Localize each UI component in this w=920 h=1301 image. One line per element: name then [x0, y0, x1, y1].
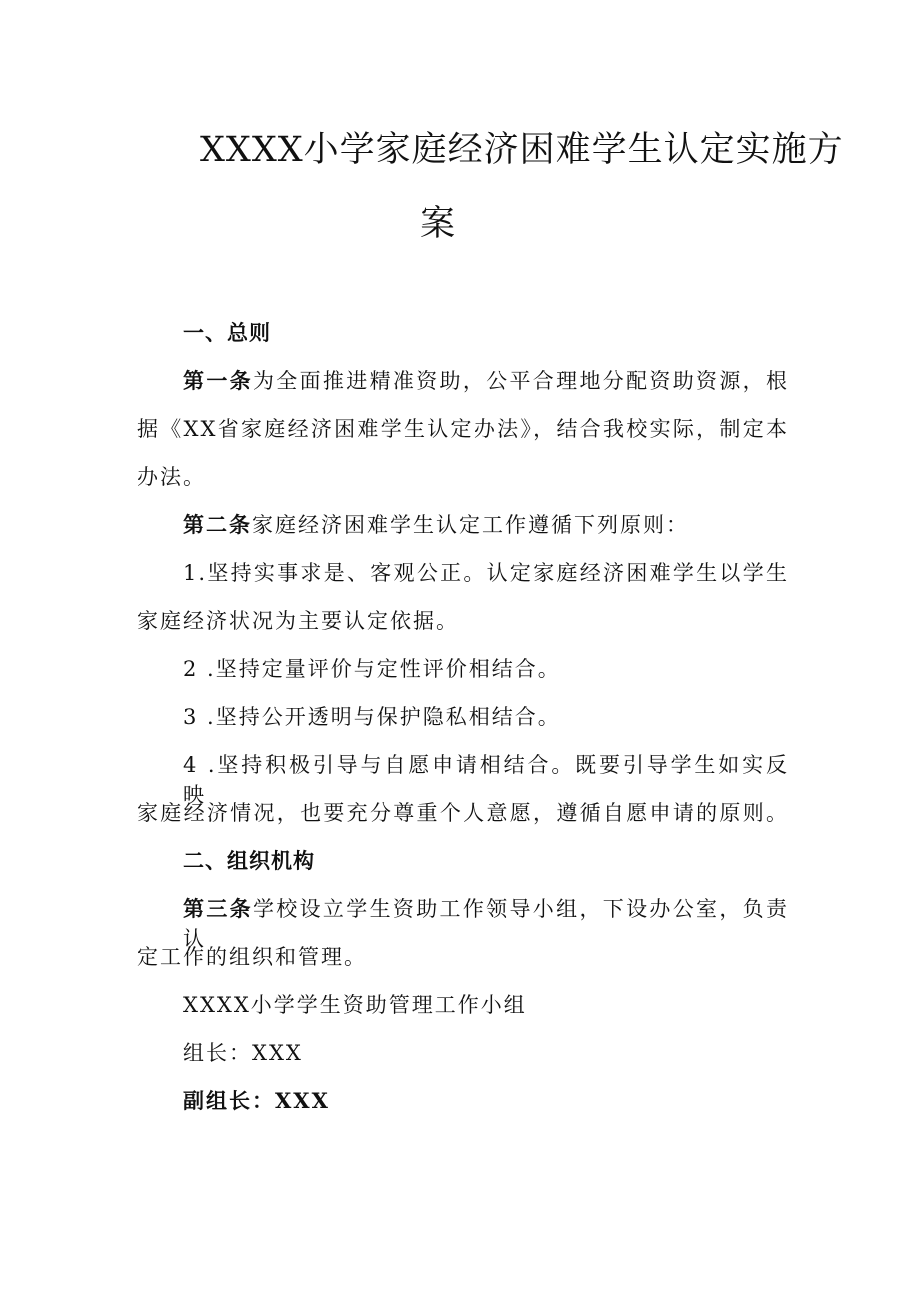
principle-4-line-1: 4 .坚持积极引导与自愿申请相结合。既要引导学生如实反映	[183, 753, 789, 807]
article-1-line-2: 据《XX省家庭经济困难学生认定办法》，结合我校实际，制定本	[137, 417, 789, 441]
article-2-intro	[183, 510, 689, 540]
group-deputy-leader: 副组长：XXX	[183, 1088, 330, 1113]
article-3-label: 第三条	[183, 896, 253, 921]
principle-4-line-2: 家庭经济情况，也要充分尊重个人意愿，遵循自愿申请的原则。	[137, 801, 789, 825]
group-name: XXXX小学学生资助管理工作小组	[183, 993, 527, 1017]
principle-2: 2 .坚持定量评价与定性评价相结合。	[183, 657, 561, 681]
document-title-line-2: 案	[420, 204, 457, 244]
section-heading-general: 一、总则	[183, 320, 271, 345]
group-leader: 组长：XXX	[183, 1041, 303, 1065]
article-2-label: 第二条	[183, 512, 252, 537]
article-1-line-3: 办法。	[137, 465, 206, 489]
article-3-text-1: 学校设立学生资助工作领导小组，下设办公室，负责认	[183, 897, 790, 951]
principle-1-line-2: 家庭经济状况为主要认定依据。	[137, 609, 459, 633]
principle-3: 3 .坚持公开透明与保护隐私相结合。	[183, 705, 561, 729]
article-1-label: 第一条	[183, 368, 253, 393]
article-1-text-1: 为全面推进精准资助，公平合理地分配资助资源，根	[252, 369, 790, 393]
section-heading-organization: 二、组织机构	[183, 848, 315, 873]
principle-1-line-1: 1.坚持实事求是、客观公正。认定家庭经济困难学生以学生	[183, 561, 789, 585]
article-2-intro-text: 家庭经济困难学生认定工作遵循下列原则：	[252, 513, 689, 537]
article-3-line-2: 定工作的组织和管理。	[137, 945, 367, 969]
document-title-line-1: XXXX小学家庭经济困难学生认定实施方	[200, 130, 844, 170]
article-1-line-1	[183, 366, 789, 396]
